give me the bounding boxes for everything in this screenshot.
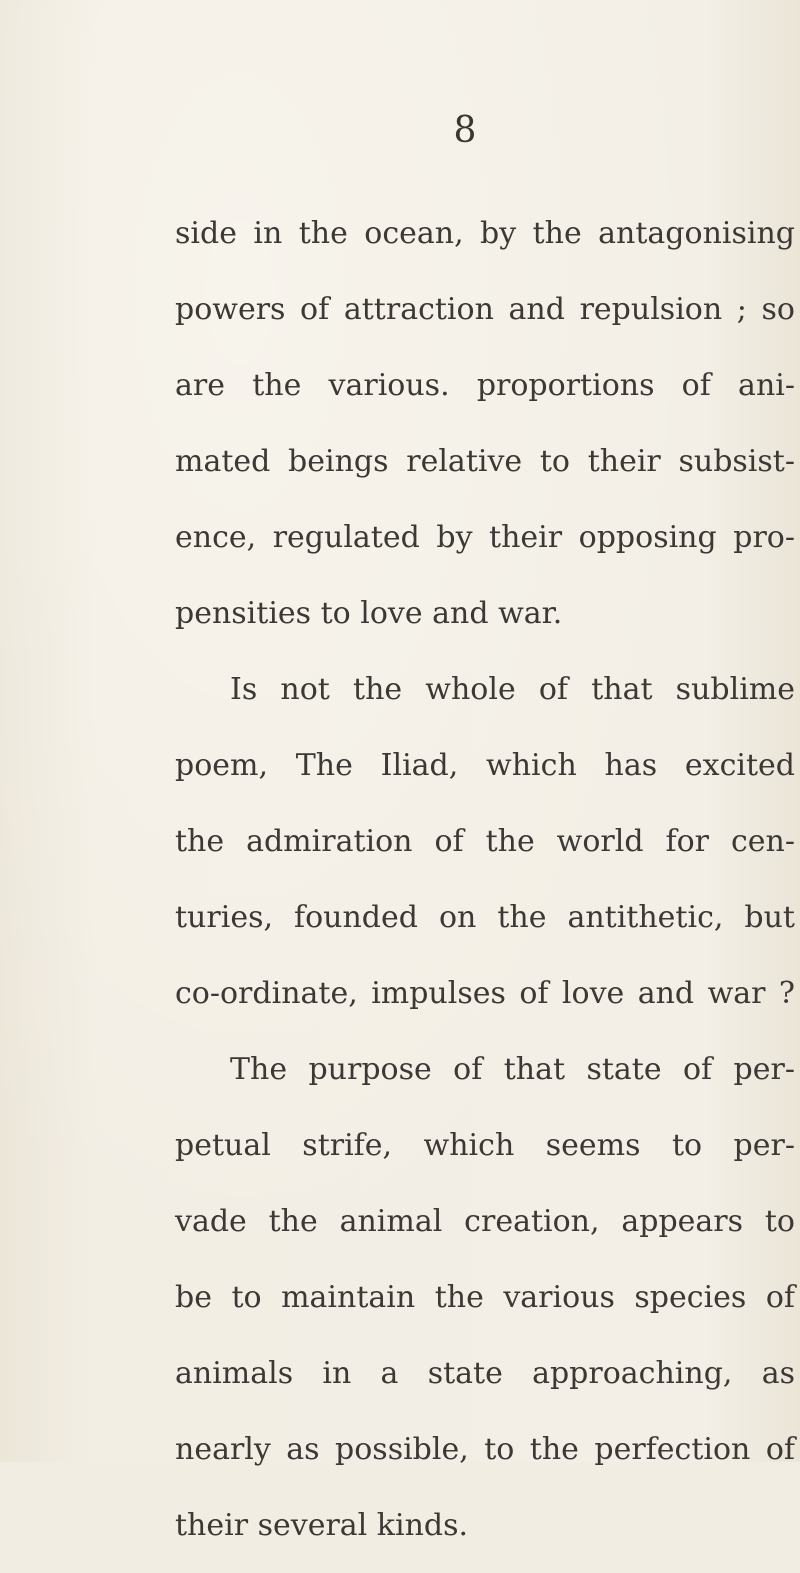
text-line: animals in a state approaching, as — [175, 1356, 795, 1391]
page-number: 8 — [453, 110, 477, 151]
text-line: the admiration of the world for cen- — [175, 824, 795, 859]
text-line: side in the ocean, by the antagonising — [175, 216, 795, 251]
text-line: The purpose of that state of per- — [230, 1052, 795, 1087]
text-line: their several kinds. — [175, 1508, 469, 1543]
text-line: turies, founded on the antithetic, but — [175, 900, 795, 935]
text-line: nearly as possible, to the perfection of — [175, 1432, 795, 1467]
body-text — [175, 205, 795, 1573]
text-line: petual strife, which seems to per- — [175, 1128, 795, 1163]
text-line: ence, regulated by their opposing pro- — [175, 520, 795, 555]
text-line: vade the animal creation, appears to — [175, 1204, 795, 1239]
text-line: poem, The Iliad, which has excited — [175, 748, 795, 783]
text-line: be to maintain the various species of — [175, 1280, 795, 1315]
text-line: are the various. proportions of ani- — [175, 368, 795, 403]
text-line: powers of attraction and repulsion ; so — [175, 292, 795, 327]
text-line: mated beings relative to their subsist- — [175, 444, 795, 479]
text-line: co-ordinate, impulses of love and war ? — [175, 976, 795, 1011]
text-line: pensities to love and war. — [175, 596, 563, 631]
text-line: Is not the whole of that sublime — [230, 672, 795, 707]
